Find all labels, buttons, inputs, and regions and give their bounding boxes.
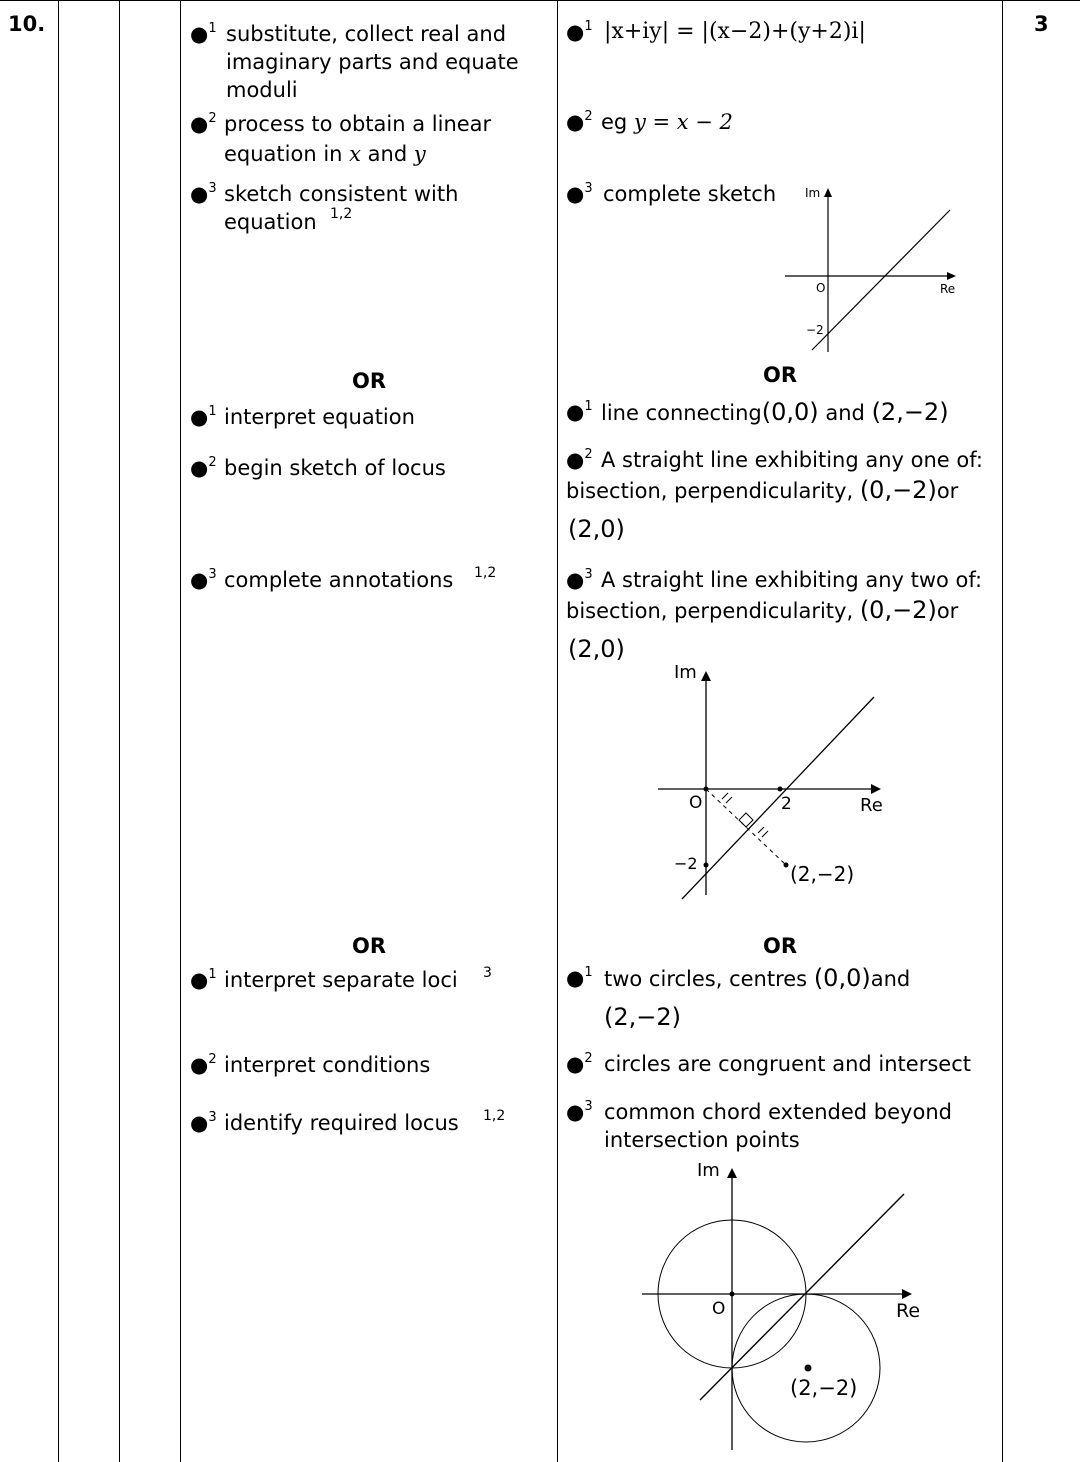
bullet-marker: ●$^3$: [190, 567, 217, 592]
process-begin-sketch: begin sketch of locus: [224, 456, 446, 480]
equal-tick: [726, 797, 732, 803]
bullet-marker: ●$^1$: [566, 965, 593, 990]
x-intercept-label: 2: [781, 794, 792, 814]
bullet-marker: ●$^3$: [566, 1099, 593, 1124]
arrow-head: [902, 1289, 912, 1299]
footnote-ref: 1,2: [483, 1108, 506, 1124]
answer-two-properties-line2: bisection, perpendicularity, (0,−2)or: [566, 596, 959, 624]
column-divider: [1002, 0, 1003, 1462]
answer-two-properties-point: (2,0): [568, 635, 625, 663]
process-interpret-conditions: interpret conditions: [224, 1053, 431, 1077]
process-interpret-loci: interpret separate loci: [224, 968, 458, 992]
im-label: Im: [805, 186, 821, 200]
equal-tick: [722, 793, 728, 799]
origin-dot: [730, 1292, 735, 1297]
question-number: 10.: [8, 12, 46, 36]
arrow-head: [871, 784, 881, 794]
im-label: Im: [674, 662, 697, 683]
bullet-marker: ●$^1$: [566, 399, 593, 424]
footnote-ref: 1,2: [474, 565, 497, 581]
common-chord-line: [700, 1194, 904, 1400]
answer-common-chord: common chord extended beyond intersection points: [604, 1100, 952, 1152]
answer-one-property-line1: A straight line exhibiting any one of:: [601, 448, 983, 472]
bullet-marker: ●$^2$: [190, 111, 217, 136]
argand-sketch-circles: [630, 1150, 930, 1455]
centre-dot: [805, 1365, 812, 1372]
bullet-marker: ●$^2$: [190, 1052, 217, 1077]
answer-linear-equation: eg y = x − 2: [601, 110, 733, 134]
bullet-marker: ●$^2$: [566, 109, 593, 134]
process-step-2-line2: equation in x and y: [224, 142, 426, 166]
bullet-marker: ●$^2$: [566, 447, 593, 472]
right-angle-marker: [739, 813, 753, 827]
bullet-marker: ●$^3$: [566, 567, 593, 592]
answer-one-property-point: (2,0): [568, 515, 625, 543]
bullet-marker: ●$^3$: [190, 181, 217, 206]
process-step-3-line2: equation: [224, 210, 317, 234]
answer-two-properties-line1: A straight line exhibiting any two of:: [601, 568, 983, 592]
argand-sketch-bisector: [650, 655, 900, 905]
origin-dot: [704, 787, 709, 792]
origin-label: O: [689, 793, 703, 813]
point-label: (2,−2): [790, 1376, 858, 1400]
column-divider: [119, 0, 120, 1462]
process-step-2-line1: process to obtain a linear: [224, 112, 492, 136]
origin-label: O: [712, 1299, 726, 1319]
column-divider: [180, 0, 181, 1462]
x-intercept-dot: [778, 787, 783, 792]
locus-line: [812, 210, 950, 350]
argand-sketch-line: [770, 180, 970, 360]
or-label: OR: [351, 934, 387, 958]
process-step-3-line1: sketch consistent with: [224, 182, 459, 206]
equal-tick: [762, 831, 768, 837]
arrow-head: [947, 272, 956, 280]
bullet-marker: ●$^3$: [566, 181, 593, 206]
intercept-label: −2: [806, 323, 824, 337]
process-complete-annotations: complete annotations: [224, 568, 454, 592]
or-label: OR: [762, 363, 798, 387]
max-marks: 3: [1034, 12, 1049, 36]
point-label: (2,−2): [790, 862, 855, 886]
column-divider: [58, 0, 59, 1462]
bullet-marker: ●$^3$: [190, 1110, 217, 1135]
bullet-marker: ●$^1$: [566, 19, 593, 44]
point-dot: [784, 863, 789, 868]
answer-modulus-equation: |x+iy| = |(x−2)+(y+2)i|: [604, 19, 866, 44]
re-label: Re: [860, 795, 883, 816]
im-label: Im: [697, 1160, 720, 1181]
re-label: Re: [896, 1300, 921, 1322]
footnote-ref: 3: [483, 965, 492, 981]
bullet-marker: ●$^1$: [190, 21, 217, 46]
arrow-head: [824, 188, 832, 197]
bullet-marker: ●$^1$: [190, 967, 217, 992]
or-label: OR: [762, 934, 798, 958]
or-label: OR: [351, 369, 387, 393]
bullet-marker: ●$^2$: [190, 455, 217, 480]
origin-label: O: [816, 281, 826, 295]
process-step-1: substitute, collect real and imaginary parts and equate moduli: [226, 22, 519, 102]
table-top-border: [0, 0, 1080, 1]
arrow-head: [727, 1168, 737, 1178]
process-identify-locus: identify required locus: [224, 1111, 459, 1135]
footnote-ref: 1,2: [330, 206, 353, 222]
y-intercept-dot: [704, 863, 709, 868]
process-interpret-equation: interpret equation: [224, 405, 415, 429]
arrow-head: [701, 671, 711, 681]
column-divider: [557, 0, 558, 1462]
answer-line-connecting: line connecting(0,0) and (2,−2): [601, 398, 949, 426]
bullet-marker: ●$^2$: [566, 1051, 593, 1076]
answer-one-property-line2: bisection, perpendicularity, (0,−2)or: [566, 476, 959, 504]
bullet-marker: ●$^1$: [190, 404, 217, 429]
answer-two-circles: two circles, centres (0,0)and: [604, 964, 911, 992]
equal-tick: [758, 827, 764, 833]
answer-congruent-circles: circles are congruent and intersect: [604, 1052, 971, 1076]
y-intercept-label: −2: [674, 854, 698, 873]
re-label: Re: [940, 282, 956, 296]
answer-two-circles-point: (2,−2): [604, 1003, 682, 1031]
answer-complete-sketch: complete sketch: [603, 182, 777, 206]
